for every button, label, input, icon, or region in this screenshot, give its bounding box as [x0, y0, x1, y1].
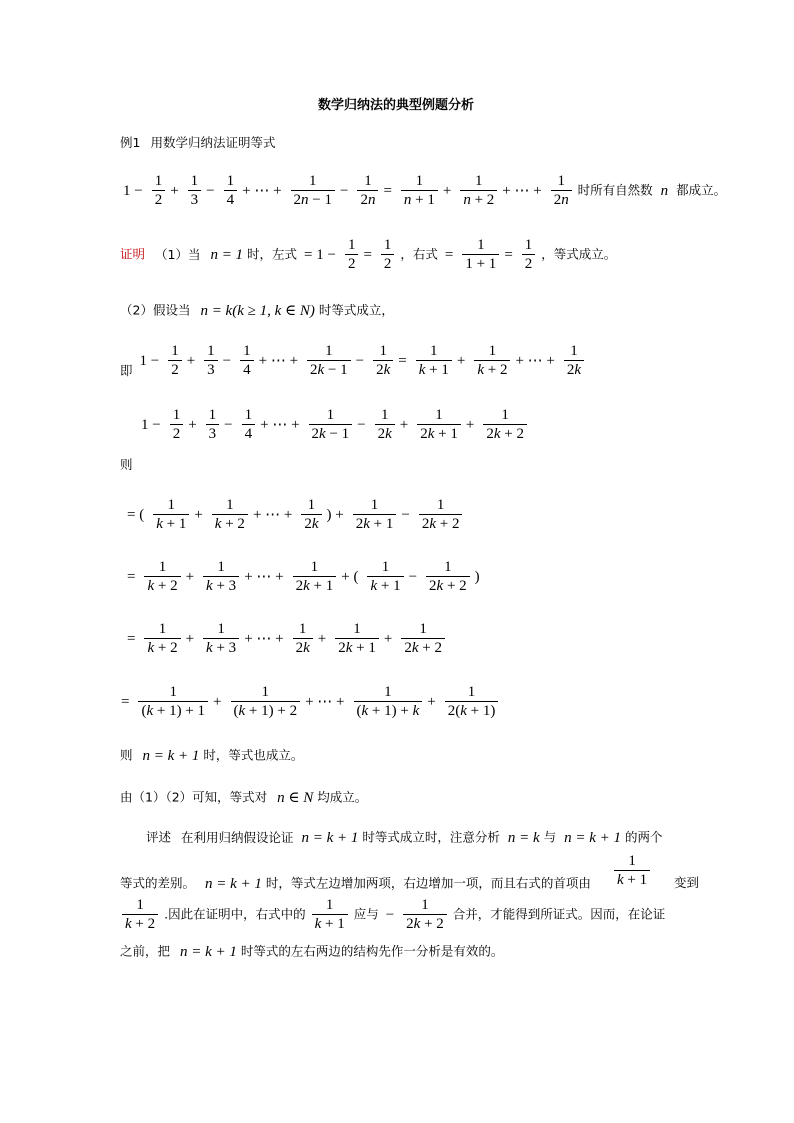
conclusion-1-suffix: 时，等式也成立。	[203, 747, 304, 763]
ji-label: 即	[120, 362, 133, 378]
equation-tail-text: 时所有自然数	[577, 182, 653, 198]
comment-text-3c: 合并，才能得到所证式。因而，在论证	[452, 906, 666, 922]
var-n: n	[660, 182, 669, 199]
derivation-line-1: = ( $\frac{1}{k + 1}$ + $\frac{1}{k + 2}$ + ⋯ + $\frac{1}{2k}$ ) + $\frac{1}{2k + 1}$ − $\frac{1}{2k + 2}$	[124, 496, 464, 533]
comment-line-4	[120, 942, 503, 961]
hypothesis-equation: 即 1 − $\frac{1}{2}$ + $\frac{1}{3}$ − $\frac{1}{4}$ + ⋯ + $\frac{1}{2k - 1}$ − $\frac{1}{2k}$ = $\frac{1}{k + 1}$ + $\frac{1}{k + 2}$ + ⋯ + $\frac{1}{2k}$	[120, 342, 586, 379]
proof-step-2	[120, 301, 394, 320]
step1-condition: n = 1	[210, 246, 244, 263]
proof-label: 证明	[120, 246, 146, 262]
step1-text: （1）当	[155, 246, 201, 262]
step2-end: 时等式成立，	[318, 302, 394, 318]
comment-text-3a: .因此在证明中，右式中的	[164, 906, 306, 922]
derivation-line-2: = $\frac{1}{k + 2}$ + $\frac{1}{k + 3}$ + ⋯ + $\frac{1}{2k + 1}$ + ( $\frac{1}{k + 1}$ − $\frac{1}{2k + 2}$ )	[127, 559, 480, 594]
step2-text: （2）假设当	[120, 302, 191, 318]
comment-text-1d: 的两个	[625, 829, 663, 845]
conclusion-1-condition: n = k + 1	[142, 747, 200, 764]
conclusion-2-suffix: 均成立。	[317, 789, 368, 805]
conclusion-2-condition: n ∈ N	[277, 789, 314, 806]
comment-text-2a: 等式的差别。	[120, 875, 196, 891]
conclusion-2-prefix: 由（1）（2）可知，等式对	[120, 789, 268, 805]
comment-fraction-1: $\frac{1}{k + 1}$	[612, 852, 652, 889]
formula-n-k: n = k	[507, 829, 540, 846]
comment-text-3b: 应与	[353, 906, 379, 922]
example-heading	[120, 134, 275, 152]
comment-text-1c: 与	[543, 829, 557, 845]
example-label: 例1	[120, 135, 141, 150]
conclusion-1	[120, 746, 303, 765]
proof-step-1: 证明 （1）当 n = 1 时，左式 = 1 − $\frac{1}{2}$ = $\frac{1}{2}$ ，右式 = $\frac{1}{1 + 1}$ = $\frac{1}{2}$ ，等式成立。	[120, 237, 617, 272]
step1-end: ，等式成立。	[541, 246, 617, 262]
step1-right-label: ，右式	[400, 246, 438, 262]
example-text: 用数学归纳法证明等式	[150, 135, 276, 150]
derivation-line-3: = $\frac{1}{k + 2}$ + $\frac{1}{k + 3}$ + ⋯ + $\frac{1}{2k}$ + $\frac{1}{2k + 1}$ + $\frac{1}{2k + 2}$	[124, 620, 447, 657]
comment-text-2c: 变到	[674, 875, 700, 890]
comment-text-4b: 时等式的左右两边的结构先作一分析是有效的。	[240, 943, 504, 959]
conclusion-1-prefix: 则	[120, 747, 133, 763]
ze-label: 则	[120, 457, 133, 472]
comment-text-4a: 之前，把	[120, 943, 171, 959]
derivation-line-4: = $\frac{1}{(k + 1) + 1}$ + $\frac{1}{(k + 1) + 2}$ + ⋯ + $\frac{1}{(k + 1) + k}$ + $\frac{1}{2(k + 1)}$	[118, 683, 500, 720]
page-title: 数学归纳法的典型例题分析	[318, 98, 475, 113]
formula-n-k1-d: n = k + 1	[180, 943, 237, 960]
comment-line-2	[120, 874, 591, 893]
comment-text-1b: 时等式成立时，注意分析	[362, 829, 500, 845]
step2-condition: n = k(k ≥ 1, k ∈ N)	[200, 302, 315, 319]
formula-n-k1-c: n = k + 1	[205, 875, 262, 892]
step1-left-label: 时，左式	[247, 246, 298, 262]
formula-n-k1-b: n = k + 1	[564, 829, 622, 846]
equation-statement: 1 − $\frac{1}{2}$ + $\frac{1}{3}$ − $\frac{1}{4}$ + ⋯ + $\frac{1}{2n - 1}$ − $\frac{1}{2n}$ = $\frac{1}{n + 1}$ + $\frac{1}{n + 2}$ + ⋯ + $\frac{1}{2n}$ 时所有自然数 n 都成立。	[123, 173, 727, 208]
comment-line-3: $\frac{1}{k + 2}$ .因此在证明中，右式中的 $\frac{1}{k + 1}$ 应与 − $\frac{1}{2k + 2}$ 合并，才能得到所证式。因而，在论证	[120, 896, 665, 933]
equation-tail-text-2: 都成立。	[676, 182, 727, 198]
formula-n-k1: n = k + 1	[301, 829, 359, 846]
comment-line-1	[146, 828, 663, 847]
comment-label: 评述	[146, 829, 172, 845]
comment-text-1: 在利用归纳假设论证	[181, 829, 294, 845]
conclusion-2	[120, 788, 367, 807]
next-step-expression: 1 − $\frac{1}{2}$ + $\frac{1}{3}$ − $\frac{1}{4}$ + ⋯ + $\frac{1}{2k - 1}$ − $\frac{1}{2k}$ + $\frac{1}{2k + 1}$ + $\frac{1}{2k + 2}$	[138, 406, 529, 443]
comment-text-2b: 时，等式左边增加两项，右边增加一项，而且右式的首项由	[265, 875, 591, 891]
